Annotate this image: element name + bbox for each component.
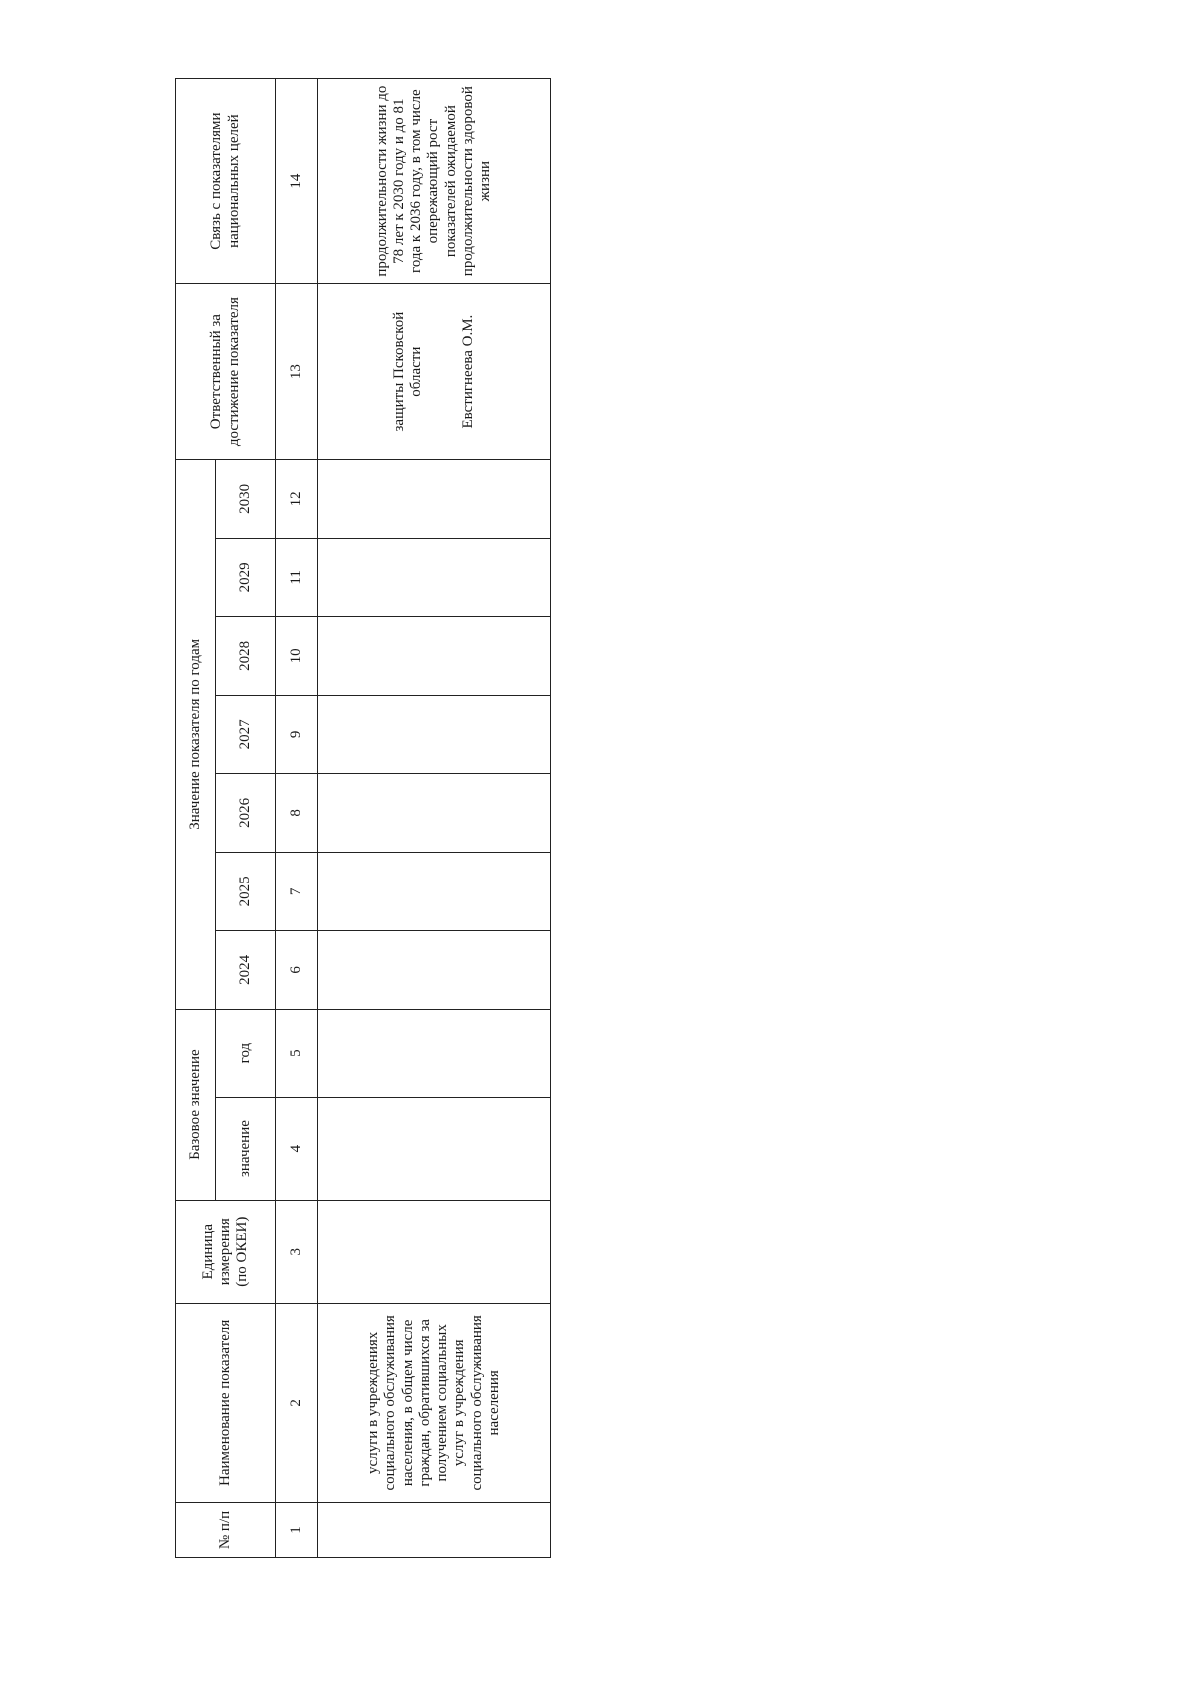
row-value-2027 — [318, 695, 551, 774]
column-number: 6 — [276, 931, 318, 1010]
header-year-2026: 2026 — [216, 774, 276, 853]
rotated-page — [175, 78, 550, 1558]
row-value-2024 — [318, 931, 551, 1010]
column-number: 8 — [276, 774, 318, 853]
header-year-2027: 2027 — [216, 695, 276, 774]
row-value-2026 — [318, 774, 551, 853]
column-number: 10 — [276, 617, 318, 696]
column-number: 9 — [276, 695, 318, 774]
header-unit: Единица измерения (по ОКЕИ) — [176, 1200, 276, 1303]
column-number-row — [276, 79, 318, 1558]
indicators-table — [175, 78, 551, 1558]
column-number: 12 — [276, 460, 318, 539]
row-value-2028 — [318, 617, 551, 696]
column-number: 13 — [276, 284, 318, 460]
responsible-person: Евстигнеева О.М. — [459, 314, 476, 429]
header-base-year: год — [216, 1009, 276, 1097]
table-row — [318, 79, 551, 1558]
column-number: 5 — [276, 1009, 318, 1097]
responsible-department: защиты Псковской области — [391, 311, 425, 432]
row-base-year — [318, 1009, 551, 1097]
row-name: услуги в учреждениях социального обслуживания населения, в общем числе граждан, обратившихся за получением социальных услуг в учреждения социального обслуживания населения — [318, 1303, 551, 1502]
row-value-2029 — [318, 538, 551, 617]
header-year-2030: 2030 — [216, 460, 276, 539]
header-base: Базовое значение — [176, 1009, 216, 1200]
row-num — [318, 1502, 551, 1557]
column-number: 4 — [276, 1097, 318, 1200]
row-link: продолжительности жизни до 78 лет к 2030 году и до 81 года к 2036 году, в том числе опережающий рост показателей ожидаемой продолжительности здоровой жизни — [318, 79, 551, 284]
row-value-2025 — [318, 852, 551, 931]
header-year-2025: 2025 — [216, 852, 276, 931]
row-base-value — [318, 1097, 551, 1200]
column-number: 11 — [276, 538, 318, 617]
row-responsible — [318, 284, 551, 460]
header-year-2029: 2029 — [216, 538, 276, 617]
column-number: 1 — [276, 1502, 318, 1557]
header-link: Связь с показателями национальных целей — [176, 79, 276, 284]
header-base-value: значение — [216, 1097, 276, 1200]
row-value-2030 — [318, 460, 551, 539]
header-year-2028: 2028 — [216, 617, 276, 696]
header-values-by-year: Значение показателя по годам — [176, 460, 216, 1010]
header-responsible: Ответственный за достижение показателя — [176, 284, 276, 460]
header-name: Наименование показателя — [176, 1303, 276, 1502]
column-number: 7 — [276, 852, 318, 931]
row-unit — [318, 1200, 551, 1303]
header-year-2024: 2024 — [216, 931, 276, 1010]
column-number: 14 — [276, 79, 318, 284]
column-number: 3 — [276, 1200, 318, 1303]
header-num: № п/п — [176, 1502, 276, 1557]
column-number: 2 — [276, 1303, 318, 1502]
